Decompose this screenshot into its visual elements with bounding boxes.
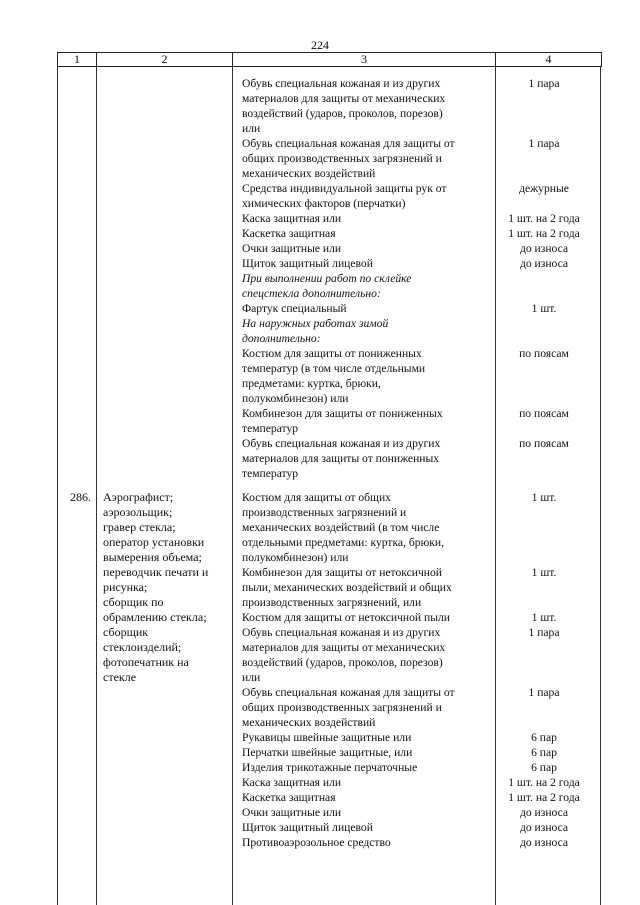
profession-line: аэрозольщик;: [103, 505, 173, 519]
item-description: Щиток защитный лицевой: [242, 821, 373, 834]
column-line: [600, 67, 601, 905]
column-header-2: 2: [97, 53, 233, 67]
table-row: [242, 376, 597, 391]
entry-number: 286.: [70, 490, 91, 504]
table-row: [242, 211, 597, 226]
table-row: [242, 565, 597, 580]
item-description: Каска защитная или: [242, 776, 342, 789]
item-description: Каскетка защитная: [242, 791, 336, 804]
column-header-3: 3: [233, 53, 496, 67]
item-description: Костюм для защиты от нетоксичной пыли: [242, 611, 451, 624]
table-row: [242, 625, 597, 640]
item-quantity: до износа: [519, 821, 569, 834]
table-row: [242, 226, 597, 241]
item-description: Костюм для защиты от пониженных: [242, 347, 422, 360]
item-quantity: 1 шт. на 2 года: [508, 776, 580, 789]
table-row: [242, 685, 597, 700]
item-quantity: 6 пар: [531, 746, 557, 759]
item-description: Обувь специальная кожаная и из других: [242, 437, 441, 450]
item-quantity: дежурные: [519, 182, 569, 195]
item-description: Изделия трикотажные перчаточные: [242, 761, 418, 774]
column-header-4: 4: [496, 53, 602, 67]
item-description: Очки защитные или: [242, 242, 342, 255]
item-description: механических воздействий: [242, 167, 376, 180]
item-description: Обувь специальная кожаная для защиты от: [242, 137, 455, 150]
table-row: [242, 451, 597, 466]
item-quantity: 6 пар: [531, 761, 557, 774]
item-description: материалов для защиты от механических: [242, 92, 446, 105]
table-row: [242, 331, 597, 346]
table-row: [242, 256, 597, 271]
table-row: [242, 745, 597, 760]
table-row: [242, 760, 597, 775]
table-row: [242, 346, 597, 361]
item-quantity: 1 шт.: [531, 611, 557, 624]
item-quantity: 1 пара: [528, 626, 560, 639]
item-description: механических воздействий: [242, 716, 376, 729]
condition-note: При выполнении работ по склейке: [242, 272, 412, 285]
item-description: полукомбинезон) или: [242, 551, 349, 564]
table-row: [242, 76, 597, 91]
item-quantity: 1 пара: [528, 686, 560, 699]
table-row: [242, 805, 597, 820]
table-row: [242, 421, 597, 436]
item-description: предметами: куртка, брюки,: [242, 377, 381, 390]
item-description: Обувь специальная кожаная для защиты от: [242, 686, 455, 699]
table-row: [242, 196, 597, 211]
table-row: [242, 466, 597, 481]
profession-line: вымерения объема;: [103, 550, 202, 564]
item-description: Очки защитные или: [242, 806, 342, 819]
item-description: Фартук специальный: [242, 302, 347, 315]
item-description: Противоаэрозольное средство: [242, 836, 391, 849]
item-quantity: 1 пара: [528, 77, 560, 90]
profession-line: стеклоизделий;: [103, 640, 182, 654]
item-description: температур (в том числе отдельными: [242, 362, 426, 375]
profession-line: переводчик печати и: [103, 565, 209, 579]
item-description: полукомбинезон) или: [242, 392, 349, 405]
item-description: Обувь специальная кожаная и из других: [242, 626, 441, 639]
item-description: воздействий (ударов, проколов, порезов): [242, 656, 443, 669]
item-quantity: 1 пара: [528, 137, 560, 150]
profession-line: рисунка;: [103, 580, 148, 594]
item-quantity: до износа: [519, 242, 569, 255]
item-description: Рукавицы швейные защитные или: [242, 731, 412, 744]
table-row: [242, 490, 597, 505]
item-description: Перчатки швейные защитные, или: [242, 746, 413, 759]
table-row: [242, 406, 597, 421]
profession-line: Аэрографист;: [103, 490, 174, 504]
condition-note: На наружных работах зимой: [242, 317, 389, 330]
table-row: [242, 91, 597, 106]
table-row: [242, 790, 597, 805]
profession-line: сборщик по: [103, 595, 164, 609]
item-description: воздействий (ударов, проколов, порезов): [242, 107, 443, 120]
table-row: [242, 436, 597, 451]
item-quantity: до износа: [519, 257, 569, 270]
item-quantity: 6 пар: [531, 731, 557, 744]
item-quantity: по поясам: [519, 407, 569, 420]
table-row: [242, 655, 597, 670]
table-row: [242, 820, 597, 835]
profession-line: оператор установки: [103, 535, 205, 549]
table-row: [242, 715, 597, 730]
table-row: [242, 361, 597, 376]
table-row: [242, 730, 597, 745]
item-description: Обувь специальная кожаная и из других: [242, 77, 441, 90]
item-description: производственных загрязнений и: [242, 506, 407, 519]
item-description: Щиток защитный лицевой: [242, 257, 373, 270]
item-description: отдельными предметами: куртка, брюки,: [242, 536, 444, 549]
table-row: [242, 505, 597, 520]
item-description: общих производственных загрязнений и: [242, 152, 442, 165]
column-line: [96, 67, 97, 905]
item-description: Комбинезон для защиты от нетоксичной: [242, 566, 443, 579]
column-line: [232, 67, 233, 905]
table-row: [242, 151, 597, 166]
item-quantity: по поясам: [519, 347, 569, 360]
item-description: материалов для защиты от пониженных: [242, 452, 440, 465]
column-header-row: [57, 52, 602, 67]
table-row: [242, 121, 597, 136]
table-row: [242, 316, 597, 331]
table-row: [242, 271, 597, 286]
table-row: [242, 166, 597, 181]
item-quantity: до износа: [519, 836, 569, 849]
table-row: [242, 670, 597, 685]
column-line: [57, 67, 58, 905]
item-description: производственных загрязнений, или: [242, 596, 422, 609]
item-description: химических факторов (перчатки): [242, 197, 406, 210]
page-number: 224: [311, 38, 329, 52]
item-quantity: до износа: [519, 806, 569, 819]
table-row: [242, 580, 597, 595]
table-row: [242, 610, 597, 625]
item-description: пыли, механических воздействий и общих: [242, 581, 452, 594]
item-description: температур: [242, 422, 299, 435]
table-row: [242, 775, 597, 790]
table-row: [242, 700, 597, 715]
item-description: общих производственных загрязнений и: [242, 701, 442, 714]
item-description: или: [242, 671, 261, 684]
item-quantity: по поясам: [519, 437, 569, 450]
condition-note: спецстекла дополнительно:: [242, 287, 381, 300]
profession-line: стекле: [103, 670, 137, 684]
item-description: температур: [242, 467, 299, 480]
table-row: [242, 391, 597, 406]
item-quantity: 1 шт.: [531, 566, 557, 579]
item-description: механических воздействий (в том числе: [242, 521, 440, 534]
table-row: [242, 301, 597, 316]
table-row: [242, 520, 597, 535]
profession-line: гравер стекла;: [103, 520, 176, 534]
table-row: [242, 106, 597, 121]
item-quantity: 1 шт.: [531, 302, 557, 315]
table-row: [242, 241, 597, 256]
table-row: [242, 550, 597, 565]
item-quantity: 1 шт. на 2 года: [508, 227, 580, 240]
item-description: Комбинезон для защиты от пониженных: [242, 407, 443, 420]
item-quantity: 1 шт.: [531, 491, 557, 504]
item-description: Каскетка защитная: [242, 227, 336, 240]
table-row: [242, 136, 597, 151]
item-description: Костюм для защиты от общих: [242, 491, 391, 504]
item-description: или: [242, 122, 261, 135]
column-header-1: 1: [58, 53, 97, 67]
table-row: [242, 835, 597, 850]
table-row: [242, 181, 597, 196]
table-row: [242, 595, 597, 610]
table-row: [242, 286, 597, 301]
profession-line: фотопечатник на: [103, 655, 189, 669]
item-description: Средства индивидуальной защиты рук от: [242, 182, 447, 195]
item-quantity: 1 шт. на 2 года: [508, 212, 580, 225]
profession-line: обрамлению стекла;: [103, 610, 207, 624]
item-quantity: 1 шт. на 2 года: [508, 791, 580, 804]
item-description: материалов для защиты от механических: [242, 641, 446, 654]
condition-note: дополнительно:: [242, 332, 321, 345]
table-row: [242, 640, 597, 655]
profession-line: сборщик: [103, 625, 149, 639]
item-description: Каска защитная или: [242, 212, 342, 225]
table-row: [242, 535, 597, 550]
